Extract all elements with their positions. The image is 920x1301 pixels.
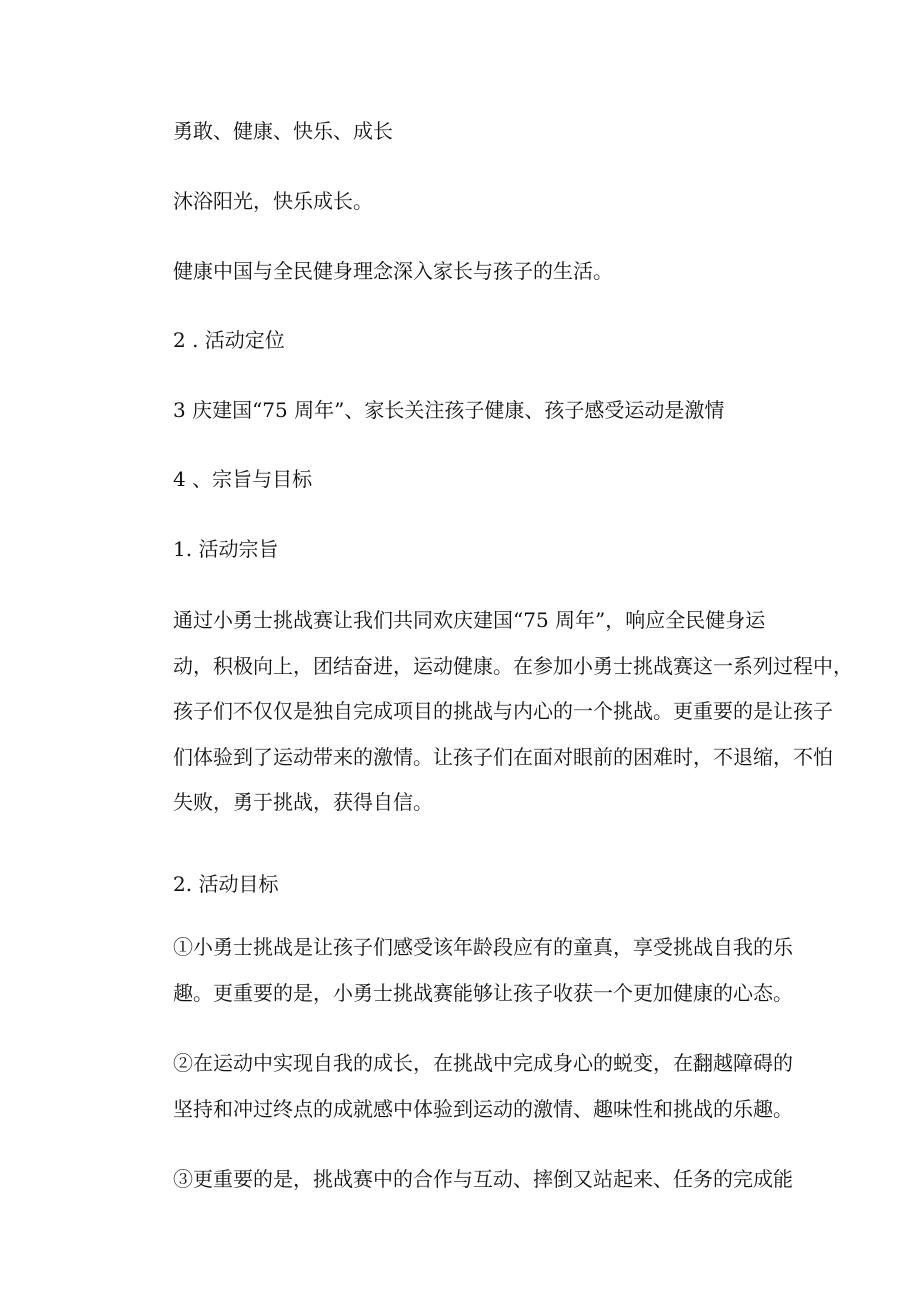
- paragraph-line: ②在运动中实现自我的成长，在挑战中完成身心的蜕变，在翻越障碍的: [173, 1051, 793, 1075]
- goal-1-paragraph: [173, 925, 793, 1016]
- goal-2-paragraph: [173, 1041, 793, 1132]
- paragraph-line: 趣。更重要的是，小勇士挑战赛能够让孩子收获一个更加健康的心态。: [173, 980, 793, 1005]
- paragraph-line: 坚持和冲过终点的成就感中体验到运动的激情、趣味性和挑战的乐趣。: [173, 1096, 793, 1121]
- subheading-goals: 2. 活动目标: [173, 872, 279, 896]
- slogan-line: 沐浴阳光，快乐成长。: [173, 189, 373, 213]
- positioning-line: 3 庆建国“75 周年”、家长关注孩子健康、孩子感受运动是激情: [173, 398, 725, 422]
- theme-keywords: 勇敢、健康、快乐、成长: [173, 119, 393, 143]
- section-heading-positioning: 2 . 活动定位: [173, 328, 285, 352]
- section-heading-purpose-goals: 4 、宗旨与目标: [173, 467, 313, 491]
- paragraph-line: ③更重要的是，挑战赛中的合作与互动、摔倒又站起来、任务的完成能: [173, 1167, 793, 1191]
- goal-3-paragraph: [173, 1157, 793, 1203]
- purpose-paragraph: [173, 598, 853, 826]
- concept-line: 健康中国与全民健身理念深入家长与孩子的生活。: [173, 259, 613, 283]
- paragraph-line: 孩子们不仅仅是独自完成项目的挑战与内心的一个挑战。更重要的是让孩子: [173, 699, 833, 723]
- paragraph-line: 们体验到了运动带来的激情。让孩子们在面对眼前的困难时，不退缩，不怕: [173, 744, 833, 769]
- paragraph-line: ①小勇士挑战是让孩子们感受该年龄段应有的童真，享受挑战自我的乐: [173, 935, 793, 959]
- paragraph-line: 失败，勇于挑战，获得自信。: [173, 790, 433, 814]
- subheading-purpose: 1. 活动宗旨: [173, 537, 279, 561]
- paragraph-line: 动，积极向上，团结奋进，运动健康。在参加小勇士挑战赛这一系列过程中，: [173, 653, 853, 678]
- paragraph-line: 通过小勇士挑战赛让我们共同欢庆建国“75 周年”，响应全民健身运: [173, 608, 766, 632]
